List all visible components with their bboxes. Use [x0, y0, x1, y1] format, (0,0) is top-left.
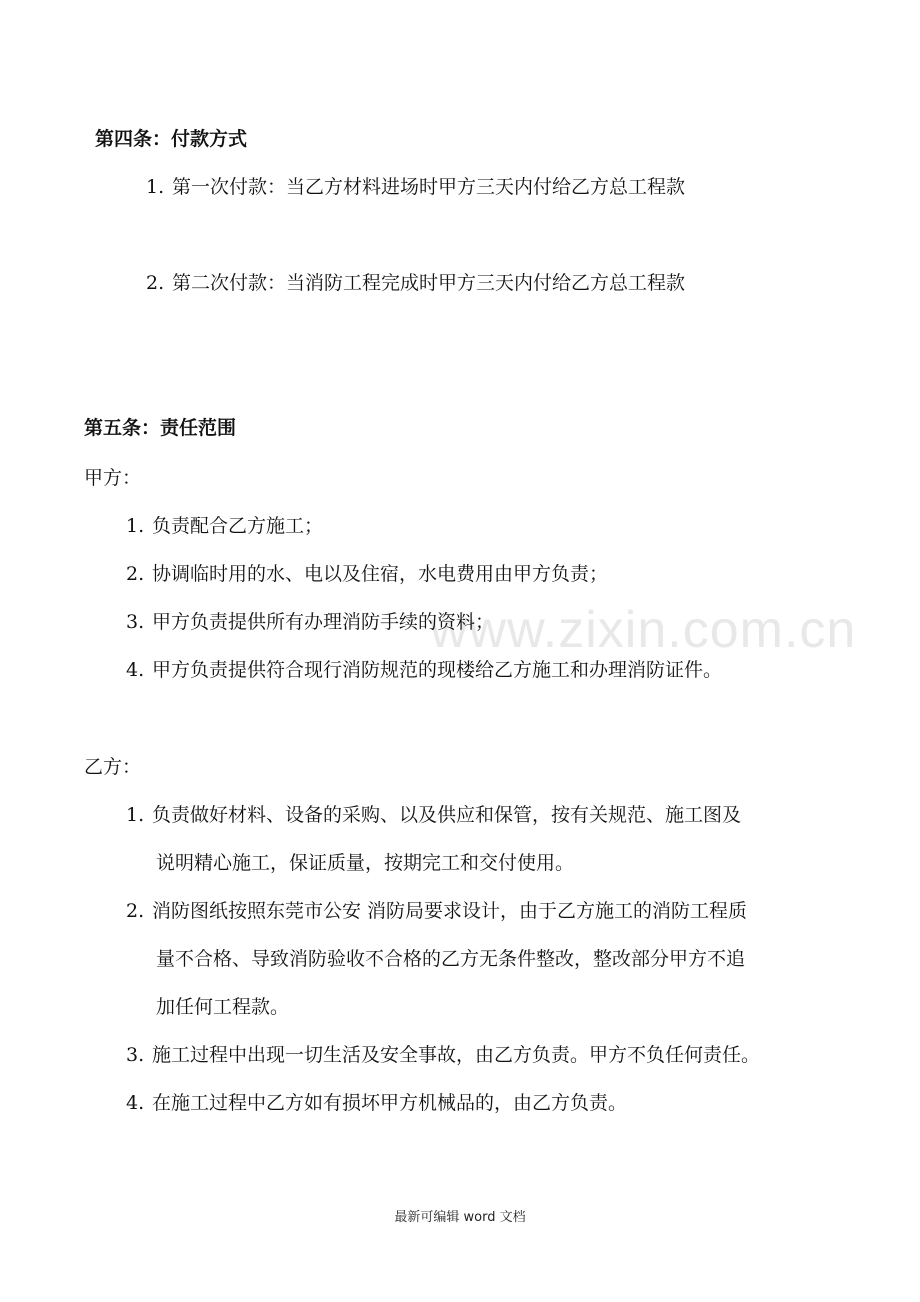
section4-item-1: [146, 172, 685, 199]
item-text: 第一次付款：当乙方材料进场时甲方三天内付给乙方总工程款: [172, 176, 686, 198]
item-number: 1.: [146, 176, 165, 198]
party-a-item-1: [126, 511, 323, 538]
item-number: 2.: [146, 272, 165, 294]
party-b-item-2-continuation: 加任何工程款。: [156, 996, 290, 1018]
item-number: 1.: [126, 515, 145, 537]
item-text: 甲方负责提供符合现行消防规范的现楼给乙方施工和办理消防证件。: [152, 659, 723, 681]
item-text-line: 负责做好材料、设备的采购、以及供应和保管，按有关规范、施工图及: [152, 804, 742, 826]
section4-item-2: [146, 268, 685, 295]
watermark: www.zixin.com.cn: [430, 601, 857, 659]
item-number: 4.: [126, 1092, 145, 1114]
item-text-line: 消防图纸按照东莞市公安 消防局要求设计，由于乙方施工的消防工程质: [152, 900, 748, 922]
party-b-item-3: [126, 1040, 760, 1067]
item-number: 1.: [126, 804, 145, 826]
item-text: 协调临时用的水、电以及住宿，水电费用由甲方负责；: [152, 563, 609, 585]
party-b-item-2: [126, 896, 747, 923]
item-number: 4.: [126, 659, 145, 681]
page-footer: 最新可编辑 word 文档: [394, 1210, 526, 1225]
party-a-item-4: [126, 655, 722, 682]
party-b-label: 乙方：: [84, 756, 142, 778]
party-b-item-2-continuation: 量不合格、导致消防验收不合格的乙方无条件整改，整改部分甲方不追: [156, 948, 746, 970]
item-text: 甲方负责提供所有办理消防手续的资料；: [152, 611, 495, 633]
item-text: 第二次付款：当消防工程完成时甲方三天内付给乙方总工程款: [172, 272, 686, 294]
party-b-item-4: [126, 1088, 627, 1115]
item-text-line: 施工过程中出现一切生活及安全事故，由乙方负责。甲方不负任何责任。: [152, 1044, 761, 1066]
party-a-label: 甲方：: [84, 467, 142, 489]
section4-title: 第四条：付款方式: [95, 128, 248, 150]
section5-title: 第五条：责任范围: [84, 417, 237, 439]
item-number: 3.: [126, 1044, 145, 1066]
item-number: 2.: [126, 900, 145, 922]
item-number: 2.: [126, 563, 145, 585]
party-b-item-1: [126, 800, 741, 827]
party-a-item-3: [126, 607, 494, 634]
party-a-item-2: [126, 559, 608, 586]
item-number: 3.: [126, 611, 145, 633]
item-text-line: 在施工过程中乙方如有损坏甲方机械品的，由乙方负责。: [152, 1092, 628, 1114]
party-b-item-1-continuation: 说明精心施工，保证质量，按期完工和交付使用。: [156, 852, 575, 874]
item-text: 负责配合乙方施工；: [152, 515, 324, 537]
